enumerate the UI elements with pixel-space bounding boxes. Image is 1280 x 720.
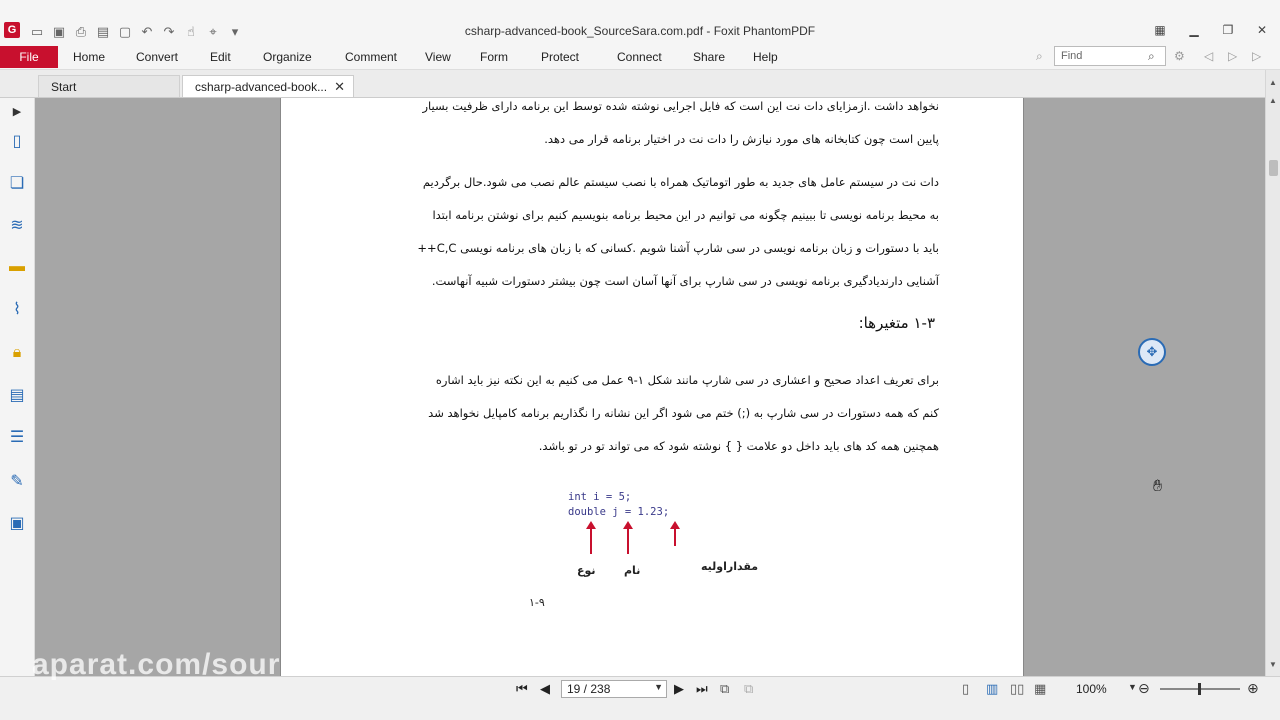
hand-tool-icon[interactable]: ☝ (187, 24, 195, 39)
tab-bar (0, 70, 1280, 98)
close-icon[interactable]: ✕ (1256, 23, 1268, 37)
tab-close-icon[interactable]: ✕ (334, 79, 345, 94)
menu-edit[interactable]: Edit (210, 50, 231, 64)
tab-document-label: csharp-advanced-book... (195, 80, 328, 94)
menu-home[interactable]: Home (73, 50, 106, 64)
figure-caption: ۱-۹ (529, 596, 545, 609)
next-view-icon[interactable]: ⧉ (744, 681, 754, 696)
minimize-icon[interactable]: ▁ (1189, 23, 1199, 37)
window-controls (1152, 22, 1270, 38)
find-settings-icon[interactable]: ⚙ (1174, 49, 1185, 63)
tab-document[interactable] (182, 75, 354, 97)
scroll-thumb[interactable] (1269, 160, 1278, 176)
paragraph-1 (369, 98, 939, 156)
zoom-dropdown-icon[interactable]: ▼ (1128, 682, 1137, 692)
menu-protect[interactable]: Protect (541, 50, 580, 64)
text-line: دات نت در سیستم عامل های جدید به طور اتوماتیک همراه با نصب سیستم عالم نصب می شود.حال برگردیم (422, 175, 939, 189)
title-bar (0, 0, 1280, 44)
save-icon[interactable]: ▣ (52, 24, 66, 39)
scroll-up-icon[interactable]: ▲ (1269, 78, 1277, 87)
customize-icon[interactable]: ▾ (231, 24, 239, 39)
label-initial-value: مقداراولیه (701, 560, 759, 573)
arrow-initial-value (674, 528, 676, 546)
scroll-page-up-icon[interactable]: ▲ (1269, 96, 1277, 105)
search-icon[interactable]: ⌕ (1148, 49, 1155, 63)
menu-share[interactable]: Share (693, 50, 726, 64)
undo-icon[interactable]: ↶ (141, 24, 153, 39)
form-fields-icon[interactable]: ☰ (9, 429, 25, 446)
code-line: int i = 5; (568, 491, 632, 503)
redo-icon[interactable]: ↷ (163, 24, 175, 39)
menu-view[interactable]: View (425, 50, 451, 64)
expand-panel-icon[interactable]: ▶ (12, 105, 22, 118)
vertical-scrollbar[interactable] (1265, 70, 1280, 676)
page-thumbnails-icon[interactable]: ▯ (12, 133, 22, 150)
arrow-type (590, 528, 592, 554)
section-heading: ۱-۳ متغیرها: (858, 314, 935, 332)
continuous-page-icon[interactable]: ▥ (986, 681, 999, 696)
zoom-out-icon[interactable]: ⊖ (1138, 680, 1150, 696)
ribbon-options-icon[interactable]: ▦ (1154, 23, 1166, 37)
paragraph-2 (369, 166, 939, 298)
continuous-facing-icon[interactable]: ▦ (1034, 681, 1047, 696)
menu-bar (0, 44, 1280, 70)
certificate-icon[interactable]: ▣ (9, 515, 25, 532)
pdf-page (280, 98, 1024, 676)
zoom-in-icon[interactable]: ⊕ (1247, 680, 1259, 696)
find-input[interactable]: Find (1054, 46, 1166, 66)
tab-start[interactable] (38, 75, 180, 97)
zoom-slider[interactable] (1160, 688, 1240, 690)
hand-cursor-icon: ✋︎ (1153, 478, 1163, 495)
find-more-icon[interactable]: ▷ (1252, 49, 1262, 63)
clipboard-icon[interactable]: ▢ (118, 24, 132, 39)
select-tool-icon[interactable]: ⌖ (209, 24, 217, 39)
page-dropdown-icon[interactable]: ▼ (654, 682, 663, 692)
next-page-icon[interactable]: ▶ (674, 681, 684, 696)
label-name: نام (624, 564, 641, 577)
menu-organize[interactable]: Organize (263, 50, 312, 64)
previous-view-icon[interactable]: ⧉ (720, 681, 730, 696)
print-icon[interactable]: ⎙ (75, 24, 87, 39)
code-line: double j = 1.23; (568, 506, 670, 518)
text-line: پایین است چون کتابخانه های مورد نیازش را دات نت در اختیار برنامه قرار می دهد. (544, 132, 939, 146)
label-type: نوع (577, 564, 596, 577)
menu-form[interactable]: Form (480, 50, 508, 64)
menu-comment[interactable]: Comment (345, 50, 398, 64)
text-line: همچنین همه کد های باید داخل دو علامت { } نوشته شود که می تواند تو در تو باشد. (538, 439, 939, 453)
text-line: کنم که همه دستورات در سی شارپ به (;) ختم می شود اگر این نشانه را نگذاریم برنامه کامپایل نخواهد شد (428, 406, 939, 420)
menu-convert[interactable]: Convert (136, 50, 179, 64)
code-sample (568, 490, 669, 520)
stack-icon[interactable]: ≋ (10, 217, 24, 234)
pan-navigator-icon[interactable]: ✥ (1138, 338, 1166, 366)
restore-icon[interactable]: ❐ (1222, 23, 1234, 37)
text-line: برای تعریف اعداد صحیح و اعشاری در سی شارپ مانند شکل ۱-۹ عمل می کنیم به این نکته نیز باید اشاره (435, 373, 939, 387)
text-line: به محیط برنامه نویسی تا ببینیم چگونه می توانیم در این محیط برنامه بنویسیم کنیم برای نوشتن برنامه ابتدا (432, 208, 939, 222)
menu-file[interactable]: File (0, 46, 58, 68)
facing-page-icon[interactable]: ▯▯ (1010, 681, 1025, 696)
app-logo-icon[interactable]: G (4, 22, 20, 38)
window-title: csharp-advanced-book_SourceSara.com.pdf - Foxit PhantomPDF (464, 24, 816, 38)
last-page-icon[interactable]: ⏭ (696, 681, 708, 696)
signature-icon[interactable]: ✎ (10, 473, 24, 490)
open-icon[interactable]: ▭ (30, 24, 44, 39)
prev-page-icon[interactable]: ◀ (540, 681, 550, 696)
security-lock-icon[interactable]: 🔒︎ (12, 344, 22, 361)
layers-icon[interactable]: ❏ (9, 175, 25, 192)
scroll-down-icon[interactable]: ▼ (1269, 660, 1277, 669)
properties-icon[interactable]: ▤ (96, 24, 110, 39)
watermark: aparat.com/sourcesara (32, 648, 382, 681)
menu-connect[interactable]: Connect (617, 50, 662, 64)
document-search-icon[interactable]: ▤ (9, 387, 25, 404)
text-line: باید با دستورات و زبان برنامه نویسی در سی شارپ آشنا شویم .کسانی که با زبان های برنامه نویسی C,C++ (417, 241, 939, 255)
page-number-input[interactable] (561, 680, 667, 698)
tab-start-label: Start (51, 80, 77, 94)
navigation-sidebar (0, 98, 35, 676)
text-line: آشنایی دارندیادگیری برنامه نویسی در سی شارپ برای آنها آسان است چون بیشتر دستورات شبیه آنهاست. (431, 274, 939, 288)
find-next-icon[interactable]: ▷ (1228, 49, 1238, 63)
zoom-level[interactable]: 100% (1076, 682, 1107, 696)
zoom-slider-thumb[interactable] (1198, 683, 1201, 695)
text-line: نخواهد داشت .ازمزایای دات نت این است که فایل اجرایی نوشته شده توسط این برنامه دارای ظرفیت بسیار (422, 99, 939, 113)
first-page-icon[interactable]: ⏮ (516, 681, 528, 696)
single-page-icon[interactable]: ▯ (962, 681, 970, 696)
document-viewer[interactable] (35, 98, 1265, 676)
comments-icon[interactable]: ▬ (9, 258, 25, 275)
menu-help[interactable]: Help (753, 50, 778, 64)
paragraph-3 (369, 364, 939, 463)
arrow-name (627, 528, 629, 554)
attachment-icon[interactable]: ⌇ (13, 301, 21, 318)
find-prev-icon[interactable]: ◁ (1204, 49, 1214, 63)
find-options-icon[interactable]: ⌕ (1036, 49, 1043, 63)
page-indicator: 19 / 238 (567, 682, 611, 696)
